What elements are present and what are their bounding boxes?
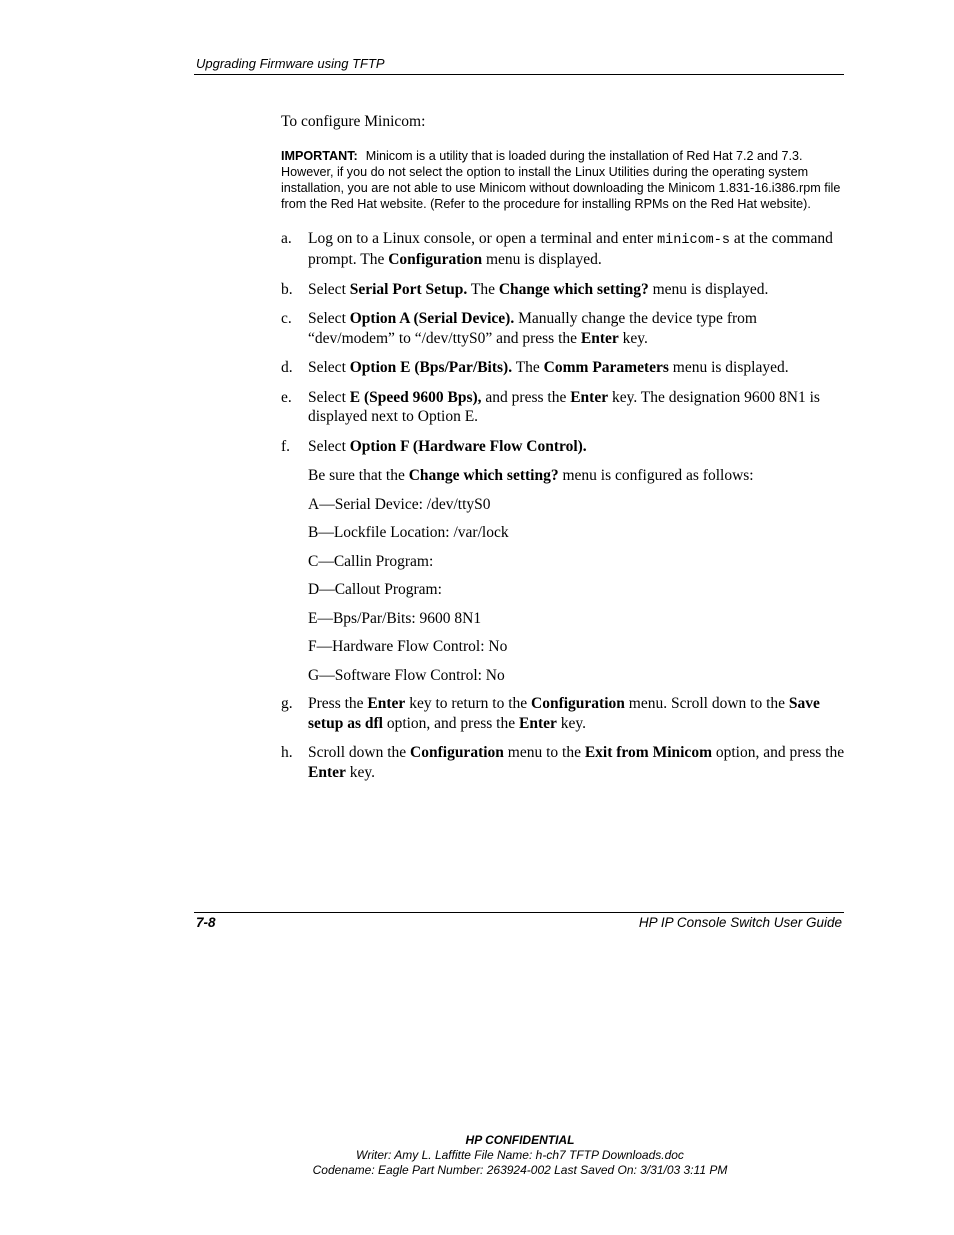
step-text: Select (308, 280, 350, 298)
step-text: menu is configured as follows: (558, 467, 754, 484)
footer-rule (194, 912, 844, 913)
menu-name: Option E (Bps/Par/Bits). (349, 359, 513, 376)
step-text: option, and press the (711, 744, 845, 761)
running-header: Upgrading Firmware using TFTP (196, 56, 385, 71)
step-text: menu is displayed. (668, 359, 789, 376)
confidential-writer-line: Writer: Amy L. Laffitte File Name: h-ch7 TFTP Downloads.doc (356, 1148, 684, 1162)
menu-name: Option F (Hardware Flow Control). (349, 437, 587, 455)
step-text: key. The designation 9600 8N1 is displayed next to Option E. (308, 388, 820, 425)
step-text: key. (345, 763, 376, 781)
header-rule (194, 74, 844, 75)
setting-item: A—Serial Device: /dev/ttyS0 (308, 495, 491, 513)
menu-name: E (Speed 9600 Bps), (349, 388, 482, 406)
step-letter: d. (281, 359, 293, 376)
setting-item: E—Bps/Par/Bits: 9600 8N1 (308, 609, 482, 627)
step-f (281, 437, 847, 457)
confidential-codename-line: Codename: Eagle Part Number: 263924-002 Last Saved On: 3/31/03 3:11 PM (312, 1163, 728, 1177)
step-text: Select (308, 388, 350, 406)
step-h (281, 743, 847, 782)
step-text: The (467, 280, 499, 298)
option-name: Save setup as dfl (308, 695, 820, 732)
setting-item: B—Lockfile Location: /var/lock (308, 524, 509, 541)
step-text: menu is displayed. (648, 280, 769, 298)
step-letter: a. (281, 229, 292, 247)
key-name: Enter (580, 329, 619, 347)
step-text: Press the (308, 695, 368, 712)
menu-name: Configuration (410, 744, 504, 761)
step-text: menu. Scroll down to the (624, 695, 789, 712)
menu-name: Change which setting? (408, 467, 559, 484)
step-text: Select (308, 310, 350, 327)
step-text: key. (556, 714, 586, 732)
confidential-title: HP CONFIDENTIAL (465, 1133, 575, 1147)
setting-item: C—Callin Program: (308, 552, 434, 570)
menu-name: Serial Port Setup. (349, 280, 468, 298)
menu-name: Change which setting? (498, 280, 649, 298)
step-c (281, 309, 847, 348)
guide-title: HP IP Console Switch User Guide (638, 915, 842, 930)
step-text: Select (308, 437, 350, 455)
step-letter: g. (281, 695, 293, 712)
setting-item: D—Callout Program: (308, 581, 442, 598)
settings-intro (281, 466, 847, 486)
step-letter: h. (281, 744, 293, 761)
important-label: IMPORTANT: (281, 148, 358, 163)
menu-name: Comm Parameters (543, 359, 669, 376)
step-text: and press the (481, 388, 571, 406)
important-note (281, 148, 847, 212)
step-letter: c. (281, 310, 292, 327)
step-letter: b. (281, 280, 293, 298)
step-b (281, 280, 847, 300)
step-text: menu to the (503, 744, 585, 761)
menu-name: Option A (Serial Device). (349, 310, 515, 327)
step-text: menu is displayed. (482, 251, 602, 268)
step-text: Select (308, 359, 350, 376)
setting-item: F—Hardware Flow Control: No (308, 638, 508, 655)
key-name: Enter (518, 714, 557, 732)
step-text: Scroll down the (308, 744, 411, 761)
step-text: key to return to the (405, 695, 532, 712)
step-letter: e. (281, 388, 292, 406)
key-name: Enter (367, 695, 406, 712)
step-g (281, 694, 847, 733)
option-name: Exit from Minicom (584, 744, 712, 761)
menu-name: Configuration (531, 695, 625, 712)
step-e (281, 388, 847, 427)
confidential-block (0, 1133, 954, 1178)
key-name: Enter (308, 763, 346, 781)
step-letter: f. (281, 437, 291, 455)
step-text: at the command prompt. The (308, 229, 833, 268)
important-text: Minicom is a utility that is loaded during the installation of Red Hat 7.2 and 7.3. However, if you do not select the option to install the Linux Utilities during the operating system installation, you are not able to use Minicom without downloading the Minicom 1.831-16.i386.rpm file from the Red Hat website. (Refer to the procedure for installing RPMs on the Red Hat website). (281, 148, 841, 211)
step-text: Manually change the device type from “dev/modem” to “/dev/ttyS0” and press the (308, 310, 757, 347)
step-text: option, and press the (382, 714, 519, 732)
step-text: Be sure that the (308, 467, 409, 484)
page-number: 7-8 (196, 915, 216, 930)
page-content (281, 112, 847, 792)
step-a (281, 229, 847, 270)
intro-text: To configure Minicom: (281, 113, 426, 130)
menu-name: Configuration (388, 251, 483, 268)
key-name: Enter (570, 388, 609, 406)
command-code: minicom-s (657, 232, 730, 248)
step-text: The (512, 359, 544, 376)
step-text: key. (618, 329, 648, 347)
step-d (281, 358, 847, 378)
step-text: Log on to a Linux console, or open a terminal and enter (308, 229, 658, 247)
setting-item: G—Software Flow Control: No (308, 666, 505, 684)
